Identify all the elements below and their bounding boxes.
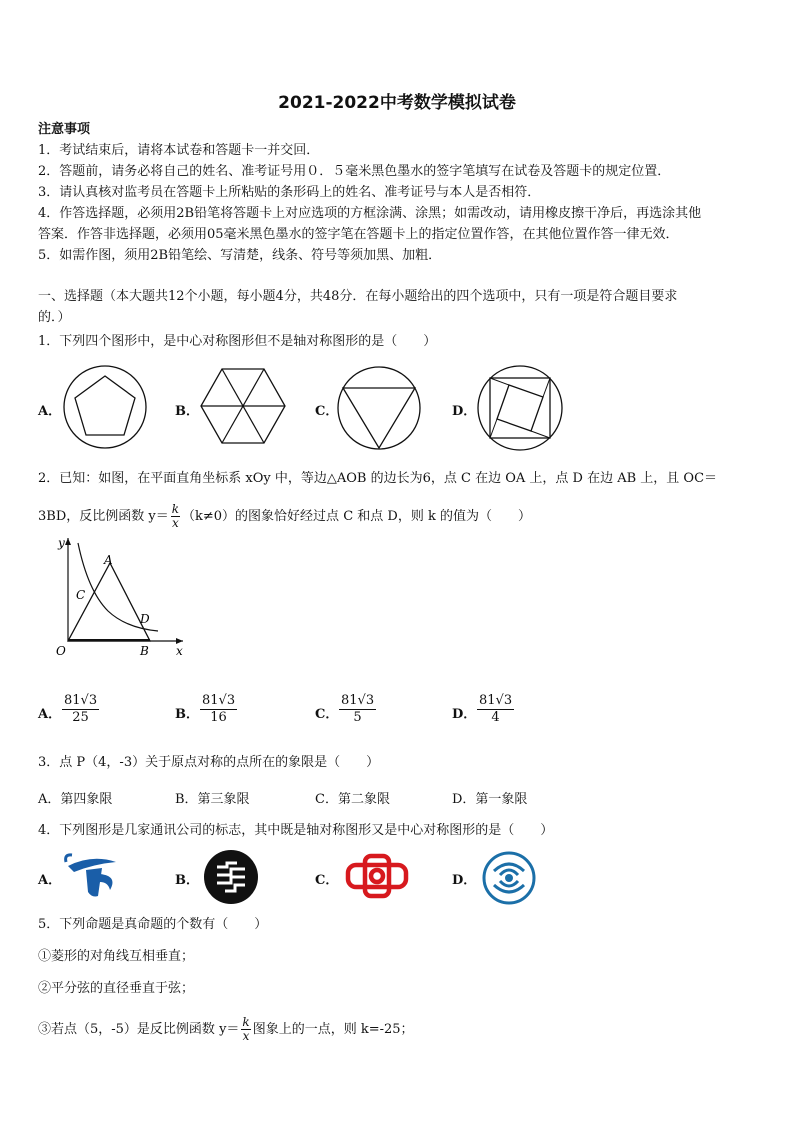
q2-stem-part1: 3BD，反比例函数 y＝ [38, 509, 169, 524]
notice-item-1: 1．考试结束后，请将本试卷和答题卡一并交回． [38, 143, 320, 158]
q2-option-d-label: D． [452, 707, 477, 722]
q2-label-o: O [56, 644, 66, 658]
notice-item-3: 3．请认真核对监考员在答题卡上所粘贴的条形码上的姓名、准考证号与本人是否相符． [38, 185, 541, 200]
q2-option-b-value [200, 693, 237, 726]
q2-option-a-value [62, 693, 99, 726]
notice-item-2: 2．答题前，请务必将自己的姓名、准考证号用０．５毫米黑色墨水的签字笔填写在试卷及答题卡的规定位置． [38, 164, 671, 179]
q2-stem-part2: （k≠0）的图象恰好经过点 C 和点 D，则 k 的值为（ ） [182, 509, 531, 524]
q1-option-d-label: D． [452, 404, 477, 419]
q2-option-a-label: A． [38, 707, 62, 722]
q2-label-c: C [76, 588, 86, 602]
q2-option-d-value [477, 693, 514, 726]
q2-b-denominator: 16 [210, 710, 227, 725]
q2-label-a: A [104, 553, 113, 567]
q2-label-b: B [140, 644, 149, 658]
section-heading-line2: 的．） [38, 310, 71, 325]
q4-logo-d-mobile-icon [482, 851, 536, 905]
notice-heading: 注意事项 [38, 122, 91, 137]
question-4-stem: 4．下列图形是几家通讯公司的标志，其中既是轴对称图形又是中心对称图形的是（ ） [38, 823, 554, 838]
q5-statement-1: ①菱形的对角线互相垂直； [38, 949, 195, 964]
q2-label-x: x [176, 644, 183, 658]
q3-option-a: A．第四象限 [38, 792, 113, 807]
q5-statement-3 [38, 1016, 414, 1043]
question-1-stem: 1．下列四个图形中，是中心对称图形但不是轴对称图形的是（ ） [38, 334, 437, 349]
q2-option-c-value [339, 693, 376, 726]
q4-logo-a-telecom-icon [64, 852, 120, 898]
q2-c-numerator: 81√3 [341, 693, 375, 708]
q4-option-b-label: B． [175, 873, 199, 888]
q5-inline-fraction [241, 1016, 250, 1043]
q1-option-a-label: A． [38, 404, 62, 419]
q4-logo-b-unicom-black-icon [203, 849, 259, 905]
q2-a-numerator: 81√3 [64, 693, 98, 708]
q2-coordinate-figure [38, 533, 188, 663]
q3-option-b: B．第三象限 [175, 792, 250, 807]
notice-item-4: 4．作答选择题，必须用2B铅笔将答题卡上对应选项的方框涂满、涂黑；如需改动，请用橡皮擦干净后，再选涂其他 [38, 206, 702, 221]
q4-logo-c-chinese-knot-icon [343, 851, 411, 901]
q5-s3-part1: ③若点（5，-5）是反比例函数 y＝ [38, 1022, 240, 1037]
q2-frac-denominator: x [171, 516, 179, 530]
q2-d-denominator: 4 [491, 710, 500, 725]
question-2-stem-line1: 2．已知：如图，在平面直角坐标系 xOy 中，等边△AOB 的边长为6，点 C 在边 OA 上，点 D 在边 AB 上，且 OC＝ [38, 471, 718, 486]
notice-item-5: 5．如需作图，须用2B铅笔绘、写清楚，线条、符号等须加黑、加粗． [38, 248, 442, 263]
q2-frac-numerator: k [171, 502, 180, 516]
page-title: 2021-2022中考数学模拟试卷 [278, 93, 516, 113]
q5-s3-part2: 图象上的一点，则 k=-25； [252, 1022, 414, 1037]
q2-option-b-label: B． [175, 707, 199, 722]
q2-d-numerator: 81√3 [479, 693, 513, 708]
q3-option-d: D．第一象限 [452, 792, 528, 807]
q1-figure-a-circle-pentagon [62, 364, 148, 450]
q1-option-c-label: C． [315, 404, 339, 419]
question-5-stem: 5．下列命题是真命题的个数有（ ） [38, 917, 268, 932]
q1-figure-d-circle-squares [476, 364, 564, 452]
section-heading-line1: 一、选择题（本大题共12个小题，每小题4分，共48分．在每小题给出的四个选项中，只有一项是符合题目要求 [38, 289, 678, 304]
q4-option-c-label: C． [315, 873, 339, 888]
q2-inline-fraction [171, 503, 180, 530]
q1-figure-c-circle-triangle [336, 365, 422, 451]
question-3-stem: 3．点 P（4，-3）关于原点对称的点所在的象限是（ ） [38, 755, 380, 770]
q2-option-c-label: C． [315, 707, 339, 722]
q2-a-denominator: 25 [72, 710, 89, 725]
q4-option-d-label: D． [452, 873, 477, 888]
q5-frac-numerator: k [242, 1015, 250, 1029]
q5-frac-denominator: x [242, 1029, 250, 1043]
q1-option-b-label: B． [175, 404, 199, 419]
q2-label-d: D [140, 612, 150, 626]
notice-item-4-cont: 答案．作答非选择题，必须用05毫米黑色墨水的签字笔在答题卡上的指定位置作答，在其他位置作答一律无效． [38, 227, 679, 242]
q3-option-c: C．第二象限 [315, 792, 390, 807]
question-2-stem-line2 [38, 503, 531, 530]
q1-figure-b-hexagon [200, 367, 286, 445]
q2-label-y: y [58, 536, 65, 550]
q5-statement-2: ②平分弦的直径垂直于弦； [38, 981, 195, 996]
q2-b-numerator: 81√3 [202, 693, 236, 708]
q2-c-denominator: 5 [353, 710, 362, 725]
q4-option-a-label: A． [38, 873, 62, 888]
